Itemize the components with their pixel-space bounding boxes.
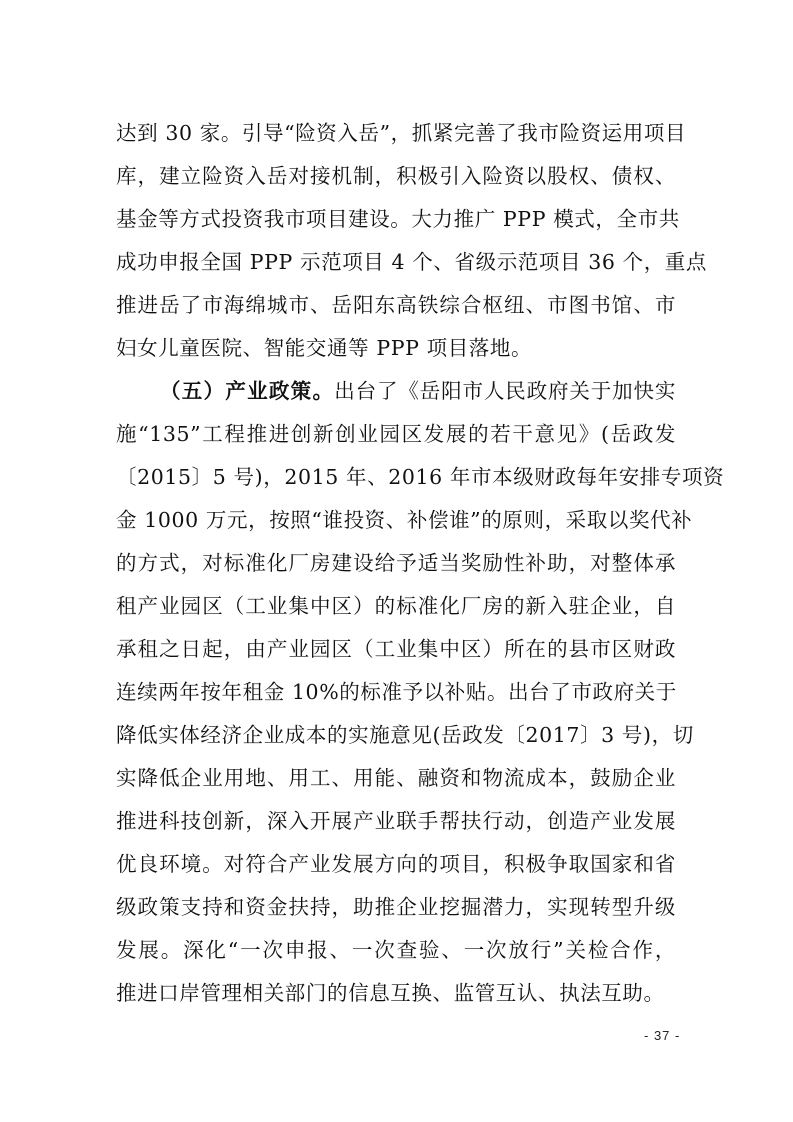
paragraph-line: 推进科技创新，深入开展产业联手帮扶行动，创造产业发展 [116, 809, 676, 833]
paragraph-line: 发展。深化“一次申报、一次查验、一次放行”关检合作， [116, 938, 676, 962]
paragraph-line: 推进岳了市海绵城市、岳阳东高铁综合枢纽、市图书馆、市 [116, 293, 676, 317]
body-text [116, 112, 725, 1015]
paragraph-line-rest: 出台了《岳阳市人民政府关于加快实 [334, 379, 677, 403]
paragraph-line: 优良环境。对符合产业发展方向的项目，积极争取国家和省 [116, 852, 676, 876]
paragraph-line: 推进口岸管理相关部门的信息互换、监管互认、执法互助。 [116, 981, 665, 1005]
paragraph-line: 租产业园区（工业集中区）的标准化厂房的新入驻企业，自 [116, 594, 676, 618]
paragraph-line: 连续两年按年租金 10%的标准予以补贴。出台了市政府关于 [116, 680, 677, 704]
paragraph-line: 降低实体经济企业成本的实施意见(岳政发〔2017〕3 号)，切 [116, 723, 694, 747]
paragraph-line: 妇女儿童医院、智能交通等 PPP 项目落地。 [116, 336, 533, 360]
page-number: - 37 - [644, 1028, 681, 1043]
paragraph-line: 金 1000 万元，按照“谁投资、补偿谁”的原则，采取以奖代补 [116, 508, 693, 532]
paragraph-line: 承租之日起，由产业园区（工业集中区）所在的县市区财政 [116, 637, 676, 661]
paragraph-first-line [116, 370, 676, 413]
paragraph-insurance-ppp [116, 112, 708, 370]
paragraph-line: 〔2015〕5 号)，2015 年、2016 年市本级财政每年安排专项资 [116, 465, 725, 489]
paragraph-line: 库，建立险资入岳对接机制，积极引入险资以股权、债权、 [116, 164, 676, 188]
paragraph-industrial-policy [116, 370, 725, 1015]
paragraph-line: 成功申报全国 PPP 示范项目 4 个、省级示范项目 36 个，重点 [116, 250, 708, 274]
paragraph-line: 施“135”工程推进创新创业园区发展的若干意见》(岳政发 [116, 422, 676, 446]
paragraph-line: 达到 30 家。引导“险资入岳”，抓紧完善了我市险资运用项目 [116, 121, 687, 145]
paragraph-line: 级政策支持和资金扶持，助推企业挖掘潜力，实现转型升级 [116, 895, 676, 919]
paragraph-line: 实降低企业用地、用工、用能、融资和物流成本，鼓励企业 [116, 766, 676, 790]
paragraph-line: 基金等方式投资我市项目建设。大力推广 PPP 模式，全市共 [116, 207, 680, 231]
section-heading: （五）产业政策。 [160, 379, 335, 403]
paragraph-line: 的方式，对标准化厂房建设给予适当奖励性补助，对整体承 [116, 551, 676, 575]
